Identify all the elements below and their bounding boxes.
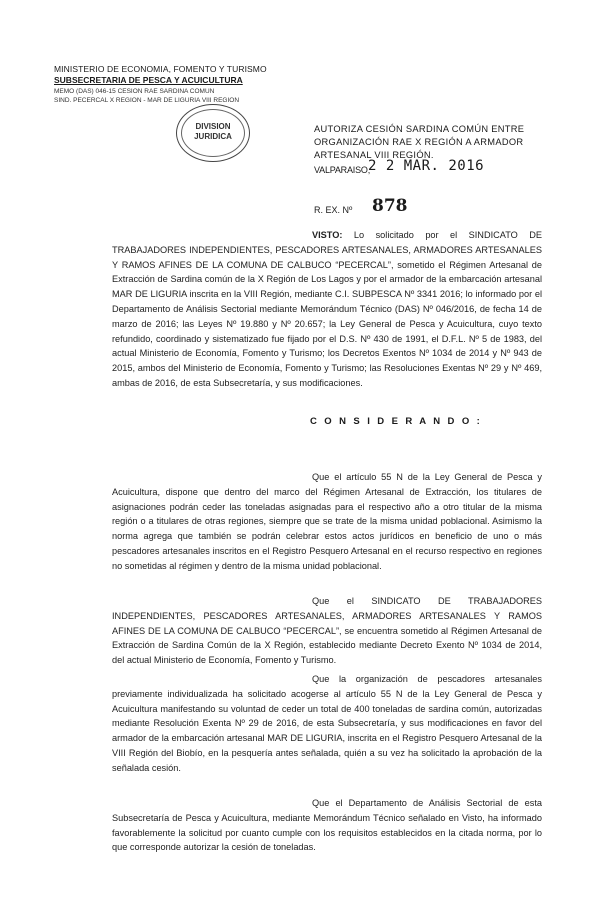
visto-label: VISTO: [312, 230, 343, 240]
place-label: VALPARAISO, [314, 165, 370, 175]
considerando-paragraph-2: Que el SINDICATO DE TRABAJADORES INDEPENDIENTES, PESCADORES ARTESANALES, ARMADORES ARTESANALES Y RAMOS AFINES DE LA COMUNA DE CALBUCO “PECERCAL”, se encuentra sometido al Régimen Artesanal de Extracción de Sardina Común de la X Región, establecido mediante Decreto Exento Nº 1034 de 2014, del actual Ministerio de Economía, Fomento y Turismo. [112, 596, 542, 666]
subsecretaria-name: SUBSECRETARIA DE PESCA Y ACUICULTURA [54, 75, 243, 85]
visto-text: Lo solicitado por el SINDICATO DE TRABAJADORES INDEPENDIENTES, PESCADORES ARTESANALES, ARMADORES ARTESANALES Y RAMOS AFINES DE LA COMUNA DE CALBUCO “PECERCAL”, sometido el Régimen Artesanal de Extracción de Sardina común de la X Región de Los Lagos y por el armador de la embarcación artesanal MAR DE LIGURIA inscrita en la VIII Región, mediante C.I. SUBPESCA Nº 3341 2016; lo informado por el Departamento de Análisis Sectorial mediante Memorándum Técnico (DAS) Nº 046/2016, de fecha 14 de marzo de 2016; las Leyes Nº 19.880 y Nº 20.657; la Ley General de Pesca y Acuicultura, cuyo texto refundido, coordinado y sistematizado fue fijado por el D.S. Nº 430 de 1991, el D.F.L. Nº 5 de 1983, del actual Ministerio de Economía, Fomento y Turismo; los Decretos Exentos Nº 1034 de 2014 y Nº 943 de 2015, ambos del Ministerio de Economía, Fomento y Turismo; las Resoluciones Exentas Nº 29 y Nº 469, ambas de 2016, de esta Subsecretaría, y sus modificaciones. [112, 230, 543, 388]
reference-line-2: SIND. PECERCAL X REGION - MAR DE LIGURIA VIII REGION [54, 97, 240, 104]
reference-line-1: MEMO (DAS) 046-15 CESION RAE SARDINA COMUN [54, 88, 215, 95]
stamp-line-1: DIVISION [195, 122, 231, 131]
considerando-paragraph-1: Que el artículo 55 N de la Ley General de Pesca y Acuicultura, dispone que dentro del marco del Régimen Artesanal de Extracción, los titulares de asignaciones podrán ceder las toneladas asignadas para el respectivo año a otro titular de la misma región o a titulares de otras regiones, siempre que se trate de la misma unidad poblacional. Asimismo la norma agrega que también se podrán celebrar estos actos jurídicos en beneficio de uno o más pescadores artesanales inscritos en el Registro Pesquero Artesanal en el recurso respectivo en regiones no sometidas al régimen y dentro de la misma unidad poblacional. [112, 472, 542, 571]
considerando-paragraph-4: Que el Departamento de Análisis Sectorial de esta Subsecretaría de Pesca y Acuicultura, mediante Memorándum Técnico señalado en Visto, ha informado favorablemente la solicitud por cuanto cumple con los requisitos establecidos en la citada norma, por lo que corresponde autorizar la cesión de toneladas. [112, 798, 542, 853]
resolution-number: 878 [372, 196, 408, 216]
considerando-paragraph-3: Que la organización de pescadores artesanales previamente individualizada ha solicitado acogerse al artículo 55 N de la Ley General de Pesca y Acuicultura manifestando su voluntad de ceder un total de 400 toneladas de sardina común, autorizadas mediante Resolución Exenta Nº 29 de 2016, de esta Subsecretaría, y sus modificaciones en favor del armador de la embarcación artesanal MAR DE LIGURIA, inscrita en el Registro Pesquero Artesanal de la VIII Región del Biobío, en la pesquería antes señalada, quién a su vez ha solicitado la aprobación de la señalada cesión. [112, 674, 542, 773]
visto-paragraph [112, 228, 542, 391]
date-stamp: 2 2 MAR. 2016 [368, 158, 485, 174]
stamp-line-2: JURIDICA [194, 132, 232, 141]
division-juridica-stamp [176, 104, 250, 162]
ministry-name: MINISTERIO DE ECONOMIA, FOMENTO Y TURISMO [54, 64, 267, 74]
considerando-heading: C O N S I D E R A N D O : [310, 416, 483, 427]
resolution-label: R. EX. Nº [314, 205, 353, 215]
document-subject: AUTORIZA CESIÓN SARDINA COMÚN ENTRE ORGANIZACIÓN RAE X REGIÓN A ARMADOR ARTESANAL VIII REGIÓN. [314, 124, 525, 161]
